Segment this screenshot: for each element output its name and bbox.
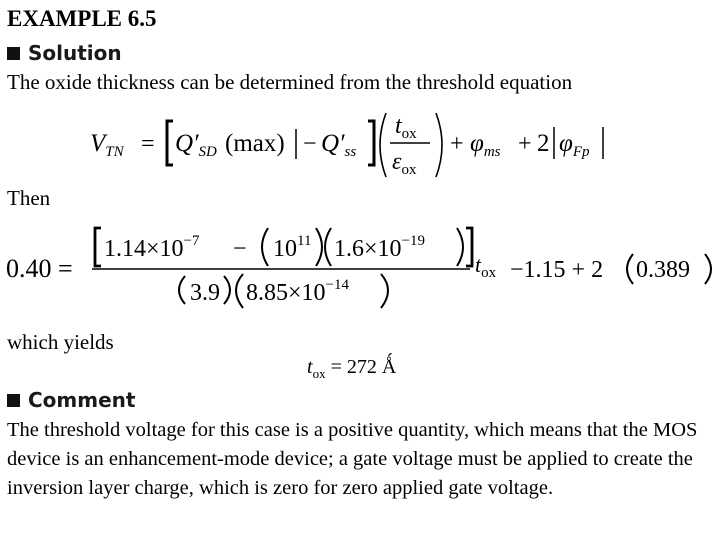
tox-subscript: ox (401, 126, 417, 142)
paren-close-1 (316, 228, 322, 266)
square-bullet-icon (7, 47, 20, 60)
phi-fp-subscript: Fp (572, 144, 590, 160)
tox-factor: t (475, 252, 482, 277)
qsd-subscript: SD (198, 144, 217, 160)
qsd-symbol: Q′ (175, 130, 199, 157)
plus-sign-2: + (518, 131, 532, 157)
tail-value: 0.389 (636, 257, 690, 283)
comment-heading (7, 388, 135, 412)
den-paren-close-1 (224, 276, 230, 304)
comment-heading-label: Comment (28, 388, 136, 412)
paren-open-1 (262, 228, 268, 266)
comment-text: The threshold voltage for this case is a positive quantity, which means that the MOS device is an enhancement-mode device; a gate voltage must be applied to create the inversion layer charge, which is zero for zero applied gate voltage. (7, 419, 698, 499)
svg-text:1011 (273, 233, 311, 262)
num-minus: − (233, 236, 247, 262)
square-bullet-icon (7, 394, 20, 407)
svg-text:8.85×10−14 (246, 277, 350, 306)
solution-heading-label: Solution (28, 41, 122, 65)
paren-open-2 (325, 228, 331, 266)
phi-fp-symbol: φ (559, 130, 573, 157)
substitution-equation (0, 220, 720, 315)
svg-text:εox (392, 149, 417, 178)
num-term2-base: 10 (273, 236, 297, 262)
tail-terms: −1.15 + 2 (510, 257, 604, 283)
tail-paren-close (705, 254, 711, 284)
phi-ms-subscript: ms (483, 144, 501, 160)
den-paren-close-2 (381, 274, 388, 308)
result-subscript: ox (312, 366, 326, 381)
eps-subscript: ox (401, 162, 417, 178)
coefficient-two: 2 (537, 130, 550, 157)
plus-sign-1: + (450, 131, 464, 157)
num-term2-exponent: 11 (297, 233, 312, 249)
svg-text:1.14×10−7 (104, 233, 200, 262)
result-line (307, 356, 396, 382)
left-bracket (167, 121, 173, 165)
right-paren (436, 113, 442, 177)
num-term3-exponent: −19 (401, 233, 426, 249)
den-term2-mantissa: 8.85×10 (246, 280, 326, 306)
right-bracket (368, 121, 374, 165)
result-value: = 272 Ǻ (325, 356, 397, 378)
svg-text:VTN (90, 130, 125, 160)
numerator-right-bracket (466, 228, 472, 266)
max-term: (max) (225, 130, 285, 157)
lhs-value: 0.40 = (6, 254, 73, 283)
tail-paren-open (627, 254, 633, 284)
result-t: t (307, 356, 313, 378)
tox-factor-subscript: ox (481, 265, 497, 281)
den-paren-open-1 (179, 276, 185, 304)
minus-sign: − (303, 131, 317, 157)
svg-text:φFp (559, 130, 590, 160)
yields-label: which yields (7, 330, 114, 354)
paren-close-2 (457, 228, 463, 266)
qss-symbol: Q′ (321, 130, 345, 157)
svg-text:1.6×10−19 (334, 233, 425, 262)
qss-subscript: ss (344, 144, 357, 160)
num-term1-exponent: −7 (183, 233, 200, 249)
eps-symbol: ε (392, 149, 402, 175)
left-paren (380, 113, 386, 177)
phi-ms-symbol: φ (470, 130, 484, 157)
svg-text:tox (475, 252, 497, 281)
num-term1-mantissa: 1.14×10 (104, 236, 184, 262)
svg-text:Q′ss (321, 130, 356, 160)
svg-text:tox (395, 113, 417, 142)
then-label: Then (7, 186, 51, 210)
numerator-left-bracket (95, 228, 101, 266)
den-term1: 3.9 (190, 280, 220, 306)
svg-text:Q′SD (175, 130, 217, 160)
threshold-equation (85, 105, 625, 185)
vtn-symbol: V (90, 130, 106, 157)
vtn-subscript: TN (105, 144, 124, 160)
den-term2-exponent: −14 (325, 277, 350, 293)
svg-text:φms (470, 130, 501, 160)
num-term3-mantissa: 1.6×10 (334, 236, 402, 262)
solution-intro: The oxide thickness can be determined from the threshold equation (7, 70, 573, 94)
solution-heading (7, 41, 122, 65)
tox-symbol: t (395, 113, 402, 139)
page-title: EXAMPLE 6.5 (7, 6, 157, 31)
den-paren-open-2 (236, 274, 243, 308)
equals-sign: = (141, 131, 155, 157)
